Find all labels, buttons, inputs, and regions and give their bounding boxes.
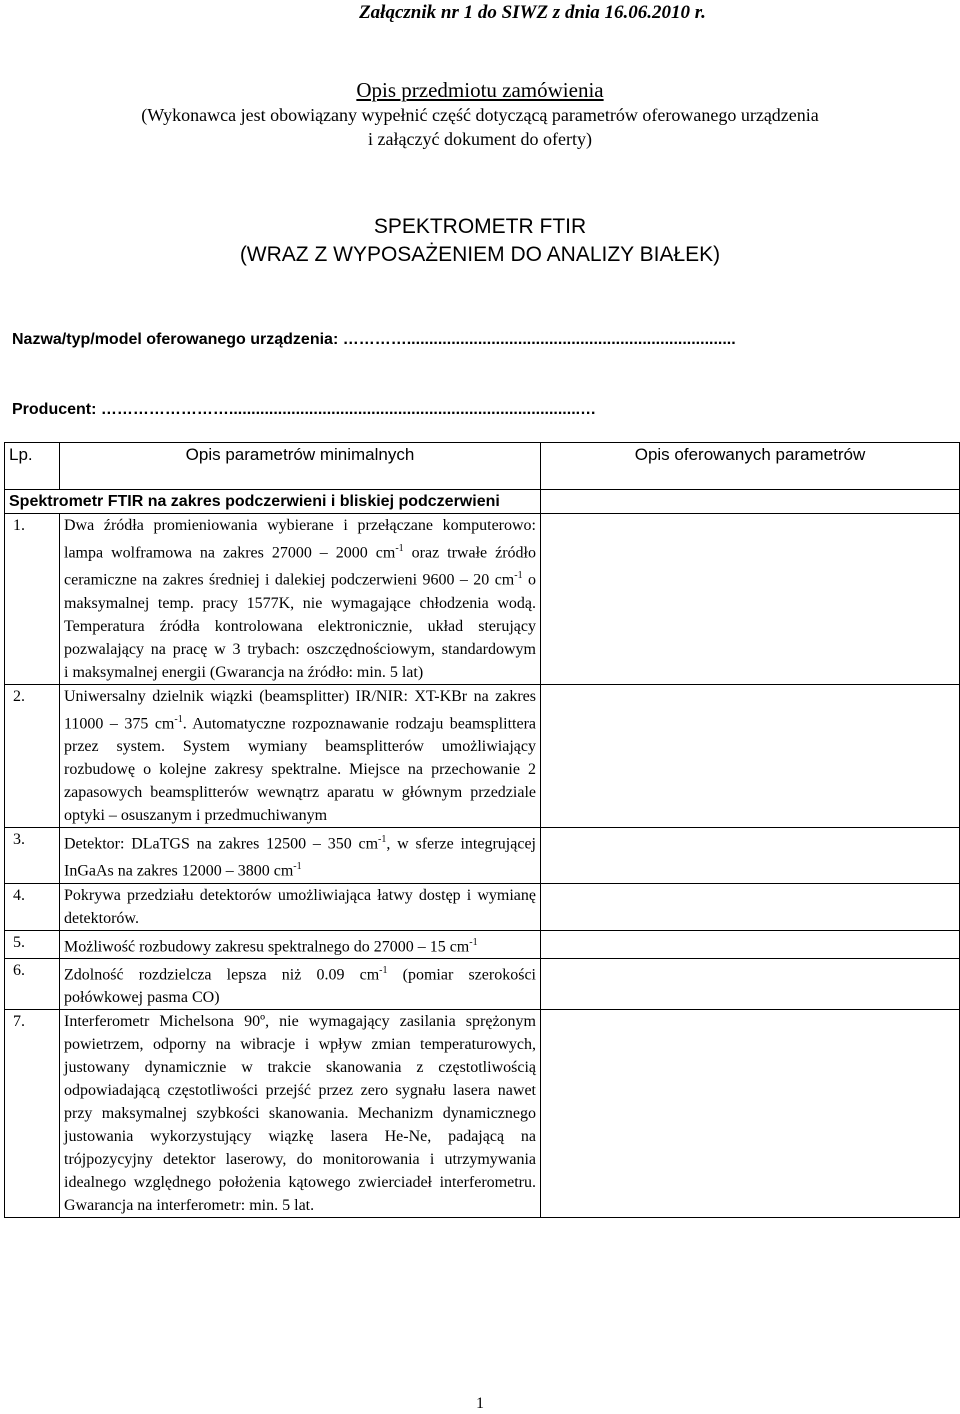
page-number: 1 [476,1395,484,1412]
row-number: 7. [5,1010,60,1218]
offered-cell[interactable] [541,930,960,958]
table-row [5,684,960,827]
device-title [0,213,960,269]
table-row [5,827,960,883]
row-number: 2. [5,684,60,827]
row-description: Detektor: DLaTGS na zakres 12500 – 350 $cm^{-1}$, w sferze integrującej InGaAs na zakres 12000 – 3800 $cm^{-1}$ [60,827,541,883]
model-value[interactable]: ………….......................................................................... [342,331,736,348]
row-description: Pokrywa przedziału detektorów umożliwiająca łatwy dostęp i wymianę detektorów. [60,883,541,930]
producer-value[interactable]: ……………………...............................................................................… [100,401,597,418]
producer-label: Producent: [12,401,97,418]
offered-cell[interactable] [541,1010,960,1218]
row-number: 3. [5,827,60,883]
section-offered-cell[interactable] [541,490,960,514]
offered-cell[interactable] [541,827,960,883]
section-title: Spektrometr FTIR na zakres podczerwieni i bliskiej podczerwieni [5,490,541,514]
model-field [12,331,736,349]
row-description: Możliwość rozbudowy zakresu spektralnego do 27000 – 15 $cm^{-1}$ [60,930,541,958]
table-row [5,930,960,958]
offered-cell[interactable] [541,514,960,685]
table-row [5,958,960,1009]
title-note-line1: (Wykonawca jest obowiązany wypełnić część dotyczącą parametrów oferowanego urządzenia [141,105,819,125]
table-row [5,1010,960,1218]
col-header-no: Lp. [5,443,60,490]
spec-table [4,442,960,1218]
producer-field [12,401,596,419]
row-description: Zdolność rozdzielcza lepsza niż 0.09 $cm^{-1}$ (pomiar szerokości połówkowej pasma CO) [60,958,541,1009]
table-row [5,883,960,930]
row-number: 4. [5,883,60,930]
offered-cell[interactable] [541,883,960,930]
title-note [0,103,960,151]
model-label: Nazwa/typ/model oferowanego urządzenia: [12,331,339,348]
row-number: 5. [5,930,60,958]
title-note-line2: i załączyć dokument do oferty) [368,129,592,149]
table-row [5,514,960,685]
row-number: 6. [5,958,60,1009]
offered-cell[interactable] [541,958,960,1009]
row-description: Interferometr Michelsona 90º, nie wymagający zasilania sprężonym powietrzem, odporny na wibracje i wpływ zmian temperaturowych, justowany dynamicznie w trakcie skanowania z częstotliwością odpowiadającą częstotliwości przejść przez zero sygnału lasera nawet przy maksymalnej szybkości skanowania. Mechanizm dynamicznego justowania wykorzystujący wiązkę lasera He-Ne, padającą na trójpozycyjny detektor laserowy, do monitorowania i utrzymywania idealnego względnego położenia kątowego zwierciadeł interferometru. Gwarancja na interferometr: min. 5 lat. [60,1010,541,1218]
section-row [5,490,960,514]
attachment-header: Załącznik nr 1 do SIWZ z dnia 16.06.2010 r. [359,2,706,23]
offered-cell[interactable] [541,684,960,827]
device-title-line1: SPEKTROMETR FTIR [373,215,587,238]
document-title: Opis przedmiotu zamówienia [356,78,604,102]
row-description: Dwa źródła promieniowania wybierane i przełączane komputerowo: lampa wolframowa na zakres 27000 – 2000 $cm^{-1}$ oraz trwałe źródło ceramiczne na zakres średniej i dalekiej podczerwieni 9600 – 20 $cm^{-1}$ o maksymalnej temp. pracy 1577K, nie wymagające chłodzenia wodą. Temperatura źródła kontrolowana elektronicznie, układ sterujący pozwalający na pracę w 3 trybach: oszczędnościowym, standardowym i maksymalnej energii (Gwarancja na źródło: min. 5 lat) [60,514,541,685]
device-title-line2: (WRAZ Z WYPOSAŻENIEM DO ANALIZY BIAŁEK) [239,243,721,266]
table-header-row [5,443,960,490]
row-number: 1. [5,514,60,685]
row-description: Uniwersalny dzielnik wiązki (beamsplitter) IR/NIR: XT-KBr na zakres 11000 – 375 $cm^{-1}$. Automatyczne rozpoznawanie rodzaju beamsplittera przez system. System wymiany beamsplitterów umożliwiający rozbudowę o kolejne zakresy spektralne. Miejsce na przechowanie 2 zapasowych beamsplitterów wewnątrz aparatu w głównym przedziale optyki – osuszanym i przedmuchiwanym [60,684,541,827]
col-header-offered: Opis oferowanych parametrów [541,443,960,490]
col-header-min: Opis parametrów minimalnych [60,443,541,490]
